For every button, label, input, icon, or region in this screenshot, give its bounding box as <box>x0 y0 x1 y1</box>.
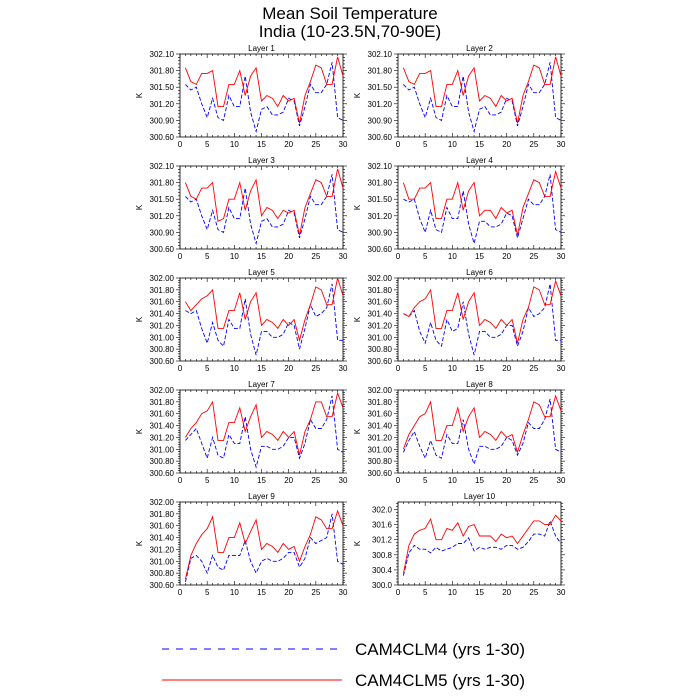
x-tick-label: 10 <box>229 588 239 597</box>
y-tick-label: 300.60 <box>149 357 174 366</box>
x-tick-label: 25 <box>311 252 321 261</box>
y-tick-label: 301.50 <box>367 83 392 93</box>
panel-layer-4 <box>353 156 566 261</box>
x-tick-label: 20 <box>502 476 512 485</box>
y-tick-label: 302.10 <box>367 162 392 171</box>
panel-title: Layer 10 <box>463 492 496 501</box>
plot-frame <box>398 166 561 249</box>
y-tick-label: 301.80 <box>367 285 392 295</box>
panel-layer-2 <box>353 44 566 149</box>
x-tick-label: 5 <box>204 140 210 149</box>
y-tick-label: 302.00 <box>367 386 392 395</box>
x-tick-label: 30 <box>338 252 348 261</box>
x-tick-label: 10 <box>229 476 239 485</box>
x-tick-label: 30 <box>338 476 348 485</box>
y-tick-label: 301.00 <box>367 445 392 455</box>
x-tick-label: 5 <box>422 476 428 485</box>
panel-grid <box>135 44 566 597</box>
x-tick-label: 15 <box>257 364 266 373</box>
y-axis-label: K <box>353 428 362 435</box>
series-line-cam4clm4 <box>403 521 561 576</box>
x-tick-label: 15 <box>475 252 484 261</box>
x-tick-label: 30 <box>556 364 566 373</box>
panel-title: Layer 9 <box>248 492 275 501</box>
series-line-cam4clm5 <box>185 511 343 579</box>
legend-label-cam4clm5: CAM4CLM5 (yrs 1-30) <box>355 671 526 690</box>
x-tick-label: 15 <box>475 364 484 373</box>
panel-layer-5 <box>135 268 348 373</box>
y-tick-label: 301.50 <box>149 195 174 205</box>
series-line-cam4clm4 <box>185 284 343 355</box>
y-tick-label: 301.20 <box>149 545 174 555</box>
y-tick-label: 300.0 <box>371 581 392 590</box>
x-tick-label: 10 <box>447 588 457 597</box>
x-tick-label: 5 <box>204 364 210 373</box>
x-tick-label: 5 <box>204 588 210 597</box>
x-tick-label: 25 <box>529 588 539 597</box>
y-axis-label: K <box>353 316 362 323</box>
y-tick-label: 301.40 <box>367 421 392 431</box>
y-tick-label: 301.50 <box>149 83 174 93</box>
y-tick-label: 300.80 <box>367 345 392 355</box>
y-tick-label: 301.80 <box>367 397 392 407</box>
plot-frame <box>180 166 343 249</box>
panel-layer-10 <box>353 492 566 597</box>
plot-frame <box>398 278 561 361</box>
series-line-cam4clm4 <box>185 396 343 467</box>
panel-title: Layer 5 <box>248 268 275 277</box>
y-tick-label: 300.60 <box>367 469 392 478</box>
panel-layer-3 <box>135 156 348 261</box>
x-tick-label: 15 <box>475 476 484 485</box>
y-tick-label: 301.50 <box>367 195 392 205</box>
y-axis-label: K <box>353 92 362 99</box>
x-tick-label: 0 <box>395 364 401 373</box>
y-tick-label: 302.00 <box>149 386 174 395</box>
y-tick-label: 301.40 <box>149 309 174 319</box>
x-tick-label: 25 <box>311 364 321 373</box>
series-line-cam4clm5 <box>403 281 561 343</box>
y-tick-label: 300.80 <box>149 569 174 579</box>
x-tick-label: 0 <box>395 140 401 149</box>
x-tick-label: 15 <box>257 588 266 597</box>
series-line-cam4clm5 <box>403 396 561 452</box>
y-tick-label: 301.2 <box>371 535 392 545</box>
x-tick-label: 0 <box>395 476 401 485</box>
y-tick-label: 300.60 <box>367 245 392 254</box>
y-tick-label: 301.6 <box>371 520 392 530</box>
x-tick-label: 0 <box>177 364 183 373</box>
x-tick-label: 10 <box>229 364 239 373</box>
y-tick-label: 300.80 <box>149 457 174 467</box>
x-tick-label: 30 <box>338 140 348 149</box>
x-tick-label: 10 <box>447 140 457 149</box>
x-tick-label: 10 <box>447 476 457 485</box>
y-tick-label: 301.00 <box>367 333 392 343</box>
y-tick-label: 300.60 <box>367 133 392 142</box>
panel-title: Layer 4 <box>466 156 493 165</box>
plot-frame <box>398 390 561 473</box>
plot-frame <box>180 390 343 473</box>
panel-title: Layer 2 <box>466 44 493 53</box>
y-axis-label: K <box>135 428 144 435</box>
x-tick-label: 15 <box>257 476 266 485</box>
figure-title: Mean Soil Temperature <box>262 4 438 23</box>
y-tick-label: 300.80 <box>149 345 174 355</box>
y-axis-label: K <box>135 92 144 99</box>
panel-title: Layer 8 <box>466 380 493 389</box>
x-tick-label: 10 <box>229 140 239 149</box>
x-tick-label: 25 <box>311 140 321 149</box>
x-tick-label: 20 <box>502 588 512 597</box>
panel-title: Layer 6 <box>466 268 493 277</box>
y-tick-label: 301.60 <box>149 409 174 419</box>
legend-label-cam4clm4: CAM4CLM4 (yrs 1-30) <box>355 640 526 659</box>
x-tick-label: 15 <box>475 588 484 597</box>
y-tick-label: 301.20 <box>367 211 392 221</box>
series-line-cam4clm5 <box>185 169 343 235</box>
y-tick-label: 300.60 <box>149 245 174 254</box>
x-tick-label: 25 <box>529 476 539 485</box>
x-tick-label: 25 <box>311 588 321 597</box>
x-tick-label: 0 <box>395 588 401 597</box>
panel-title: Layer 7 <box>248 380 275 389</box>
x-tick-label: 0 <box>177 476 183 485</box>
x-tick-label: 5 <box>422 252 428 261</box>
x-tick-label: 5 <box>422 140 428 149</box>
y-tick-label: 301.80 <box>149 397 174 407</box>
x-tick-label: 15 <box>257 140 266 149</box>
y-tick-label: 301.80 <box>149 285 174 295</box>
y-tick-label: 301.80 <box>149 509 174 519</box>
y-tick-label: 301.20 <box>367 99 392 109</box>
y-tick-label: 302.10 <box>367 50 392 59</box>
series-line-cam4clm5 <box>185 57 343 123</box>
x-tick-label: 25 <box>311 476 321 485</box>
x-tick-label: 20 <box>284 252 294 261</box>
y-axis-label: K <box>353 540 362 547</box>
y-tick-label: 300.60 <box>149 469 174 478</box>
y-tick-label: 300.60 <box>367 357 392 366</box>
y-tick-label: 301.00 <box>149 557 174 567</box>
y-tick-label: 301.20 <box>149 321 174 331</box>
x-tick-label: 30 <box>556 252 566 261</box>
x-tick-label: 30 <box>556 140 566 149</box>
x-tick-label: 25 <box>529 364 539 373</box>
x-tick-label: 0 <box>177 252 183 261</box>
y-tick-label: 300.4 <box>371 565 392 575</box>
y-axis-label: K <box>135 316 144 323</box>
y-tick-label: 301.00 <box>149 333 174 343</box>
y-tick-label: 300.90 <box>367 116 392 126</box>
figure-subtitle: India (10-23.5N,70-90E) <box>258 22 442 41</box>
x-tick-label: 30 <box>556 476 566 485</box>
y-tick-label: 302.00 <box>149 274 174 283</box>
x-tick-label: 15 <box>475 140 484 149</box>
plot-frame <box>180 278 343 361</box>
y-tick-label: 300.80 <box>367 457 392 467</box>
series-line-cam4clm4 <box>403 174 561 243</box>
x-tick-label: 25 <box>529 140 539 149</box>
y-tick-label: 301.40 <box>149 421 174 431</box>
x-tick-label: 10 <box>447 252 457 261</box>
x-tick-label: 0 <box>395 252 401 261</box>
y-tick-label: 300.90 <box>149 116 174 126</box>
x-tick-label: 20 <box>502 252 512 261</box>
y-tick-label: 301.60 <box>367 297 392 307</box>
y-tick-label: 302.10 <box>149 50 174 59</box>
x-tick-label: 30 <box>338 364 348 373</box>
series-line-cam4clm5 <box>403 57 561 123</box>
y-tick-label: 301.00 <box>149 445 174 455</box>
y-axis-label: K <box>353 204 362 211</box>
y-axis-label: K <box>135 204 144 211</box>
y-tick-label: 300.90 <box>367 228 392 238</box>
y-tick-label: 300.90 <box>149 228 174 238</box>
y-tick-label: 302.0 <box>371 505 392 515</box>
x-tick-label: 20 <box>284 364 294 373</box>
panel-layer-8 <box>353 380 566 485</box>
x-tick-label: 10 <box>229 252 239 261</box>
series-line-cam4clm4 <box>403 284 561 355</box>
y-tick-label: 302.00 <box>367 274 392 283</box>
y-tick-label: 301.40 <box>149 533 174 543</box>
y-tick-label: 301.20 <box>149 99 174 109</box>
y-tick-label: 300.60 <box>149 133 174 142</box>
x-tick-label: 30 <box>556 588 566 597</box>
x-tick-label: 15 <box>257 252 266 261</box>
x-tick-label: 30 <box>338 588 348 597</box>
plot-frame <box>398 502 561 585</box>
panel-layer-7 <box>135 380 348 485</box>
series-line-cam4clm5 <box>403 515 561 574</box>
y-tick-label: 300.60 <box>149 581 174 590</box>
plot-frame <box>180 502 343 585</box>
x-tick-label: 5 <box>422 364 428 373</box>
panel-layer-6 <box>353 268 566 373</box>
x-tick-label: 5 <box>204 252 210 261</box>
series-line-cam4clm4 <box>185 174 343 243</box>
y-tick-label: 302.00 <box>149 498 174 507</box>
y-tick-label: 301.80 <box>149 178 174 188</box>
y-tick-label: 301.60 <box>367 409 392 419</box>
x-tick-label: 10 <box>447 364 457 373</box>
x-tick-label: 0 <box>177 588 183 597</box>
x-tick-label: 20 <box>284 140 294 149</box>
y-tick-label: 302.10 <box>149 162 174 171</box>
y-tick-label: 300.8 <box>371 550 392 560</box>
x-tick-label: 25 <box>529 252 539 261</box>
panel-title: Layer 3 <box>248 156 275 165</box>
panel-title: Layer 1 <box>248 44 275 53</box>
x-tick-label: 5 <box>422 588 428 597</box>
x-tick-label: 0 <box>177 140 183 149</box>
x-tick-label: 20 <box>284 588 294 597</box>
y-tick-label: 301.40 <box>367 309 392 319</box>
y-tick-label: 301.80 <box>367 66 392 76</box>
x-tick-label: 5 <box>204 476 210 485</box>
y-tick-label: 301.80 <box>149 66 174 76</box>
y-tick-label: 301.20 <box>367 321 392 331</box>
y-tick-label: 301.60 <box>149 297 174 307</box>
y-tick-label: 301.20 <box>367 433 392 443</box>
panel-layer-1 <box>135 44 348 149</box>
y-tick-label: 301.60 <box>149 521 174 531</box>
y-tick-label: 301.20 <box>149 211 174 221</box>
y-tick-label: 301.20 <box>149 433 174 443</box>
y-tick-label: 301.80 <box>367 178 392 188</box>
legend <box>162 640 525 690</box>
x-tick-label: 20 <box>502 140 512 149</box>
x-tick-label: 20 <box>284 476 294 485</box>
y-axis-label: K <box>135 540 144 547</box>
panel-layer-9 <box>135 492 348 597</box>
x-tick-label: 20 <box>502 364 512 373</box>
